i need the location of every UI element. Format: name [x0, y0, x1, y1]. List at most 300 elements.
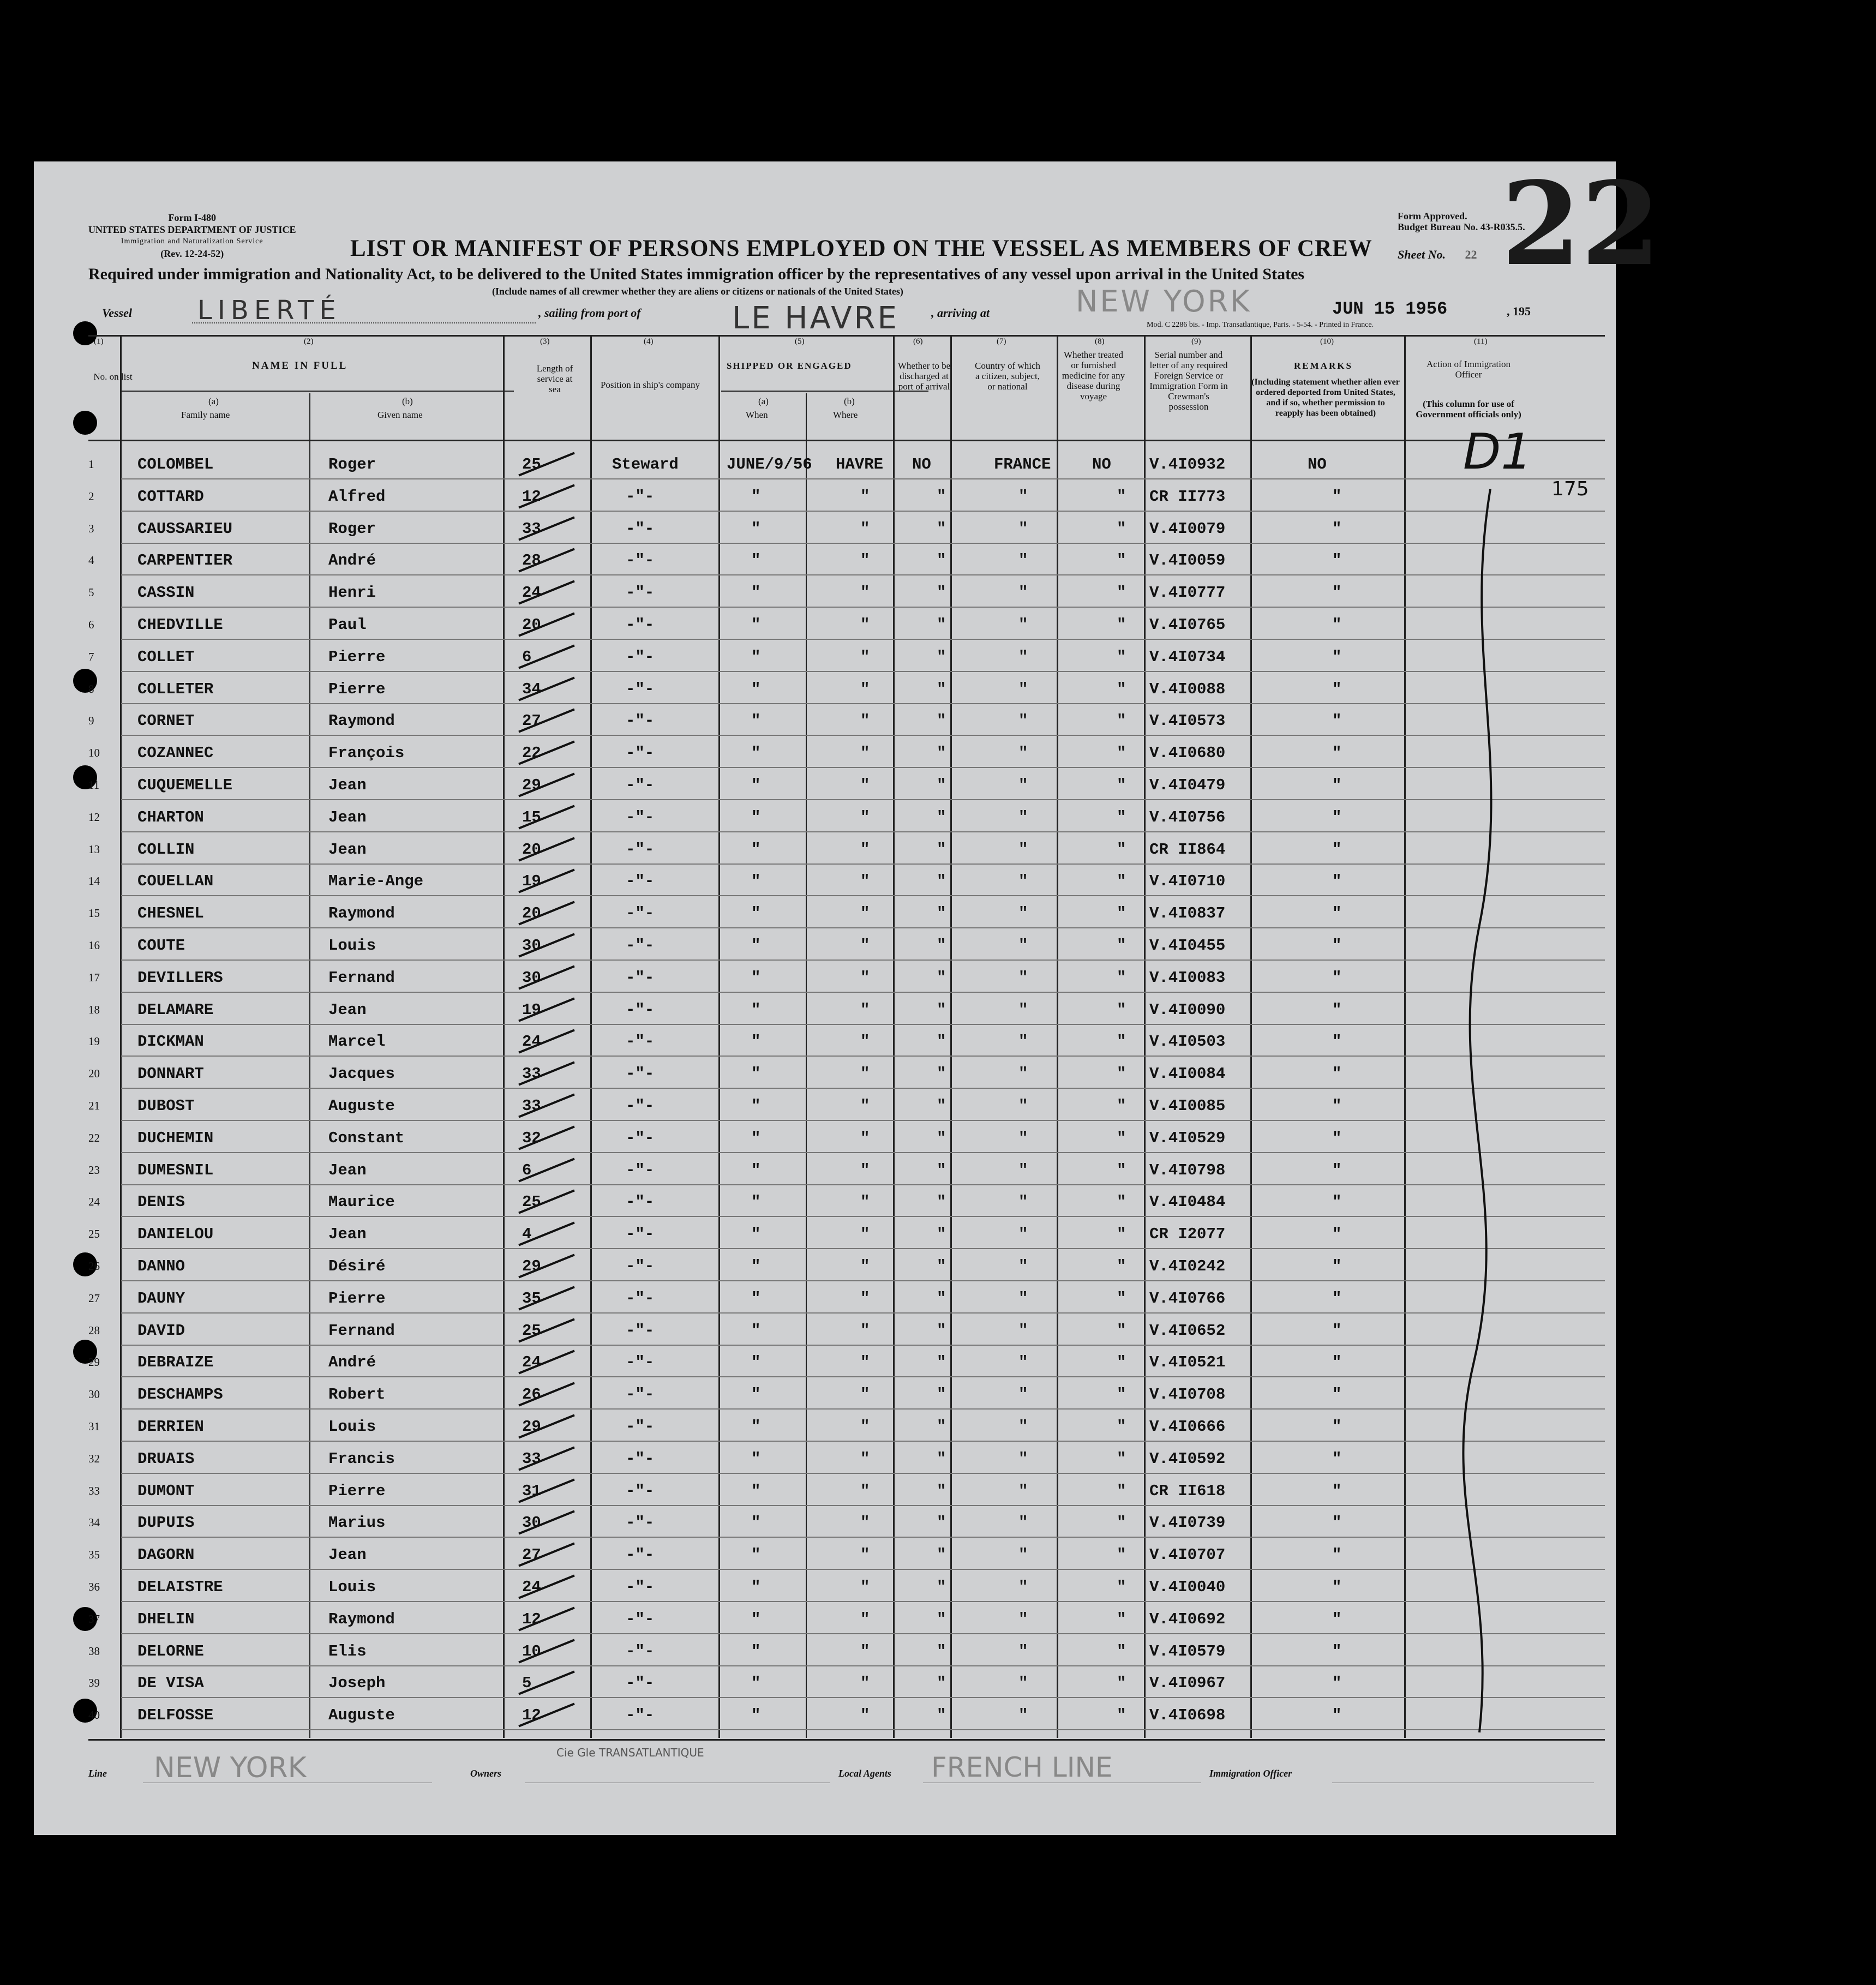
from-port: LE HAVRE — [732, 301, 899, 336]
discharged: " — [937, 616, 946, 634]
row-number: 36 — [88, 1580, 100, 1593]
row-rule — [121, 992, 1605, 993]
service-length — [522, 1482, 541, 1500]
row-rule — [121, 863, 1605, 865]
family-name: COLLETER — [137, 680, 214, 698]
treated: " — [1117, 808, 1126, 826]
table-row — [34, 640, 1616, 672]
shipped-where: " — [860, 1514, 870, 1532]
serial-number: CR II864 — [1149, 840, 1226, 859]
service-length — [522, 648, 531, 666]
treated: " — [1117, 1353, 1126, 1372]
header-when-a: (a) — [758, 396, 769, 406]
serial-number: V.4I0837 — [1149, 904, 1226, 923]
footer-agents: FRENCH LINE — [931, 1752, 1113, 1783]
shipped-when: " — [751, 1418, 761, 1436]
row-number: 29 — [88, 1356, 100, 1369]
family-name: DICKMAN — [137, 1033, 204, 1051]
row-rule — [121, 639, 1605, 640]
treated: " — [1117, 1418, 1126, 1436]
remarks: " — [1332, 551, 1342, 570]
remarks: " — [1332, 1610, 1342, 1628]
remarks: " — [1332, 1706, 1342, 1725]
serial-number: V.4I0777 — [1149, 584, 1226, 602]
discharged: " — [937, 1418, 946, 1436]
treated: " — [1117, 872, 1126, 891]
row-rule — [121, 1408, 1605, 1410]
given-name: Jean — [328, 776, 367, 794]
given-name: Roger — [328, 455, 376, 473]
country: " — [1018, 1578, 1028, 1596]
country: " — [1018, 744, 1028, 763]
table-row — [34, 1154, 1616, 1185]
treated: " — [1117, 1546, 1126, 1564]
row-rule — [121, 1633, 1605, 1634]
family-name: CAUSSARIEU — [137, 519, 233, 538]
table-row — [34, 1122, 1616, 1153]
serial-number: V.4I0707 — [1149, 1546, 1226, 1564]
service-length — [522, 872, 541, 890]
remarks: " — [1332, 1193, 1342, 1212]
table-row — [34, 897, 1616, 928]
discharged: NO — [912, 455, 931, 473]
shipped-when: " — [751, 968, 761, 987]
page-title: LIST OR MANIFEST OF PERSONS EMPLOYED ON THE VESSEL AS MEMBERS OF CREW — [350, 236, 1372, 261]
position: -"- — [626, 872, 655, 891]
discharged: " — [937, 584, 946, 602]
remarks: " — [1332, 1161, 1342, 1179]
vessel-name: LIBERTÉ — [197, 295, 341, 326]
remarks: " — [1332, 647, 1342, 666]
given-name: Roger — [328, 519, 376, 538]
treated: " — [1117, 551, 1126, 570]
shipped-when: " — [751, 1257, 761, 1275]
service-length-text: 19 — [522, 872, 541, 891]
discharged: " — [937, 1225, 946, 1244]
country: " — [1018, 647, 1028, 666]
service-length-text: 25 — [522, 1193, 541, 1212]
service-length-text: 12 — [522, 487, 541, 506]
row-rule — [121, 1312, 1605, 1314]
row-rule — [121, 1248, 1605, 1249]
table-row — [34, 1378, 1616, 1410]
serial-number: V.4I0756 — [1149, 808, 1226, 826]
from-label: , sailing from port of — [538, 306, 641, 320]
treated: " — [1117, 1225, 1126, 1244]
shipped-when: " — [751, 776, 761, 794]
service-length — [522, 1290, 541, 1308]
serial-number: CR II773 — [1149, 487, 1226, 506]
remarks: " — [1332, 776, 1342, 794]
remarks: " — [1332, 1418, 1342, 1436]
row-number: 38 — [88, 1644, 100, 1658]
shipped-when: " — [751, 1642, 761, 1660]
serial-number: CR I2077 — [1149, 1225, 1226, 1244]
row-number: 33 — [88, 1484, 100, 1497]
family-name: DE VISA — [137, 1674, 204, 1693]
row-number: 30 — [88, 1388, 100, 1401]
shipped-where: " — [860, 968, 870, 987]
row-number: 11 — [88, 778, 100, 791]
remarks: " — [1332, 744, 1342, 763]
country: " — [1018, 1386, 1028, 1404]
service-length-text: 22 — [522, 744, 541, 763]
remarks: " — [1332, 487, 1342, 506]
family-name: COZANNEC — [137, 744, 214, 763]
given-name: Francis — [328, 1449, 395, 1468]
table-row — [34, 608, 1616, 640]
position: -"- — [626, 776, 655, 794]
shipped-where: " — [860, 487, 870, 506]
treated: " — [1117, 1449, 1126, 1468]
service-length — [522, 744, 541, 762]
row-number: 35 — [88, 1548, 100, 1562]
shipped-when: " — [751, 1610, 761, 1628]
header-action-note: (This column for use of Government officials only) — [1416, 399, 1521, 419]
country: " — [1018, 1706, 1028, 1725]
country: " — [1018, 1257, 1028, 1275]
row-number: 22 — [88, 1131, 100, 1144]
service-length — [522, 488, 541, 506]
serial-number: V.4I0083 — [1149, 968, 1226, 987]
position: -"- — [626, 1578, 655, 1596]
service-length — [522, 680, 541, 698]
family-name: DELAMARE — [137, 1000, 214, 1019]
table-row — [34, 1218, 1616, 1249]
service-length-text: 20 — [522, 616, 541, 634]
treated: " — [1117, 712, 1126, 730]
shipped-when: " — [751, 808, 761, 826]
country: " — [1018, 1482, 1028, 1500]
shipped-where: " — [860, 1546, 870, 1564]
position: -"- — [626, 487, 655, 506]
service-length-text: 12 — [522, 1706, 541, 1725]
service-length-text: 30 — [522, 968, 541, 987]
position: -"- — [626, 551, 655, 570]
header-where-b: (b) — [844, 396, 855, 406]
row-number: 27 — [88, 1291, 100, 1305]
family-name: DELORNE — [137, 1642, 204, 1660]
service-length-text: 27 — [522, 1546, 541, 1564]
position: -"- — [626, 680, 655, 698]
family-name: CORNET — [137, 712, 195, 730]
shipped-where: " — [860, 1000, 870, 1019]
shipped-when: " — [751, 1386, 761, 1404]
position: -"- — [626, 1706, 655, 1725]
serial-number: V.4I0242 — [1149, 1257, 1226, 1275]
service-length-text: 27 — [522, 712, 541, 730]
row-rule — [121, 607, 1605, 608]
given-name: Désiré — [328, 1257, 386, 1275]
table-row — [34, 1185, 1616, 1217]
given-name: Alfred — [328, 487, 386, 506]
shipped-when: " — [751, 519, 761, 538]
treated: " — [1117, 1289, 1126, 1308]
position: -"- — [626, 1546, 655, 1564]
given-name: Pierre — [328, 1482, 386, 1500]
shipped-when: " — [751, 1321, 761, 1340]
service-length — [522, 1514, 541, 1532]
table-row — [34, 1442, 1616, 1474]
punch-hole — [73, 411, 97, 435]
row-rule — [121, 1569, 1605, 1570]
shipped-where: " — [860, 712, 870, 730]
country: " — [1018, 1097, 1028, 1115]
crew-table — [34, 448, 1616, 1735]
service-length — [522, 551, 541, 569]
table-top-rule — [88, 335, 1605, 337]
position: -"- — [626, 616, 655, 634]
country: " — [1018, 1161, 1028, 1179]
service-length — [522, 1033, 541, 1051]
position: -"- — [626, 840, 655, 859]
family-name: DUMESNIL — [137, 1161, 214, 1179]
header-where: Where — [833, 410, 858, 420]
service-length — [522, 520, 541, 538]
service-length-text: 6 — [522, 647, 532, 666]
family-name: DRUAIS — [137, 1449, 195, 1468]
given-name: Jean — [328, 1161, 367, 1179]
shipped-where: " — [860, 808, 870, 826]
service-length-text: 15 — [522, 808, 541, 826]
treated: " — [1117, 1065, 1126, 1083]
shipped-where: " — [860, 1193, 870, 1212]
col-num: (6) — [913, 337, 923, 346]
country: " — [1018, 1610, 1028, 1628]
family-name: DERRIEN — [137, 1418, 204, 1436]
remarks: " — [1332, 1578, 1342, 1596]
country: " — [1018, 968, 1028, 987]
table-row — [34, 1025, 1616, 1057]
row-rule — [121, 895, 1605, 896]
discharged: " — [937, 1642, 946, 1660]
table-row — [34, 673, 1616, 704]
service-length — [522, 1386, 541, 1404]
shipped-when: " — [751, 1193, 761, 1212]
col-num: (2) — [304, 337, 314, 346]
service-length-text: 28 — [522, 551, 541, 570]
remarks: " — [1332, 872, 1342, 891]
serial-number: V.4I0734 — [1149, 647, 1226, 666]
footer-line: NEW YORK — [154, 1752, 307, 1784]
service-length-text: 25 — [522, 455, 541, 473]
shipped-where: " — [860, 519, 870, 538]
remarks: " — [1332, 1482, 1342, 1500]
country: " — [1018, 840, 1028, 859]
given-name: Jean — [328, 1225, 367, 1244]
position: -"- — [626, 1129, 655, 1147]
given-name: Henri — [328, 584, 376, 602]
shipped-when: " — [751, 872, 761, 891]
table-row — [34, 1635, 1616, 1666]
service-length-text: 35 — [522, 1289, 541, 1308]
row-rule — [121, 1505, 1605, 1506]
country: " — [1018, 776, 1028, 794]
serial-number: V.4I0573 — [1149, 712, 1226, 730]
service-length-text: 24 — [522, 1578, 541, 1596]
shipped-where: " — [860, 937, 870, 955]
row-number: 17 — [88, 970, 100, 984]
country: " — [1018, 904, 1028, 923]
shipped-when: " — [751, 647, 761, 666]
given-name: Raymond — [328, 1610, 395, 1628]
row-rule — [121, 1280, 1605, 1281]
given-name: Pierre — [328, 680, 386, 698]
row-number: 6 — [88, 618, 94, 631]
remarks: " — [1332, 519, 1342, 538]
treated: " — [1117, 1129, 1126, 1147]
treated: " — [1117, 1161, 1126, 1179]
country: " — [1018, 1321, 1028, 1340]
table-row — [34, 1314, 1616, 1346]
discharged: " — [937, 904, 946, 923]
service-length — [522, 1193, 541, 1211]
row-rule — [121, 1184, 1605, 1185]
serial-number: V.4I0529 — [1149, 1129, 1226, 1147]
given-name: Jean — [328, 1546, 367, 1564]
family-name: DAUNY — [137, 1289, 185, 1308]
row-rule — [121, 478, 1605, 479]
shipped-where: " — [860, 776, 870, 794]
service-length-text: 12 — [522, 1610, 541, 1628]
family-name: COUELLAN — [137, 872, 214, 891]
remarks: NO — [1308, 455, 1327, 473]
shipped-when: " — [751, 712, 761, 730]
family-name: DAGORN — [137, 1546, 195, 1564]
row-number: 7 — [88, 650, 94, 663]
given-name: Fernand — [328, 968, 395, 987]
table-row — [34, 993, 1616, 1025]
treated: " — [1117, 584, 1126, 602]
discharged: " — [937, 487, 946, 506]
treated: " — [1117, 904, 1126, 923]
position: -"- — [626, 584, 655, 602]
shipped-when: " — [751, 1706, 761, 1725]
remarks: " — [1332, 1449, 1342, 1468]
family-name: COUTE — [137, 937, 185, 955]
country: " — [1018, 1449, 1028, 1468]
discharged: " — [937, 1033, 946, 1051]
country: " — [1018, 1289, 1028, 1308]
service-length — [522, 1065, 541, 1083]
table-row — [34, 1666, 1616, 1698]
row-number: 1 — [88, 458, 94, 471]
shipped-when: " — [751, 1674, 761, 1693]
shipped-when: " — [751, 1129, 761, 1147]
discharged: " — [937, 937, 946, 955]
position: -"- — [626, 1642, 655, 1660]
given-name: Jean — [328, 840, 367, 859]
row-number: 39 — [88, 1676, 100, 1690]
arriving-label: , arriving at — [931, 306, 990, 320]
row-rule — [121, 1088, 1605, 1089]
revision: (Rev. 12-24-52) — [160, 248, 224, 259]
family-name: COLLIN — [137, 840, 195, 859]
row-number: 15 — [88, 907, 100, 920]
service-length-text: 6 — [522, 1161, 532, 1179]
shipped-where: " — [860, 1642, 870, 1660]
country: " — [1018, 1514, 1028, 1532]
discharged: " — [937, 1514, 946, 1532]
family-name: CHARTON — [137, 808, 204, 826]
country: FRANCE — [994, 455, 1051, 473]
country: " — [1018, 808, 1028, 826]
row-number: 9 — [88, 714, 94, 728]
row-rule — [121, 1729, 1605, 1730]
service-length — [522, 616, 541, 634]
table-row — [34, 448, 1616, 479]
row-rule — [121, 1601, 1605, 1602]
discharged: " — [937, 1706, 946, 1725]
country: " — [1018, 1225, 1028, 1244]
header-when: When — [746, 410, 768, 420]
country: " — [1018, 1193, 1028, 1212]
shipped-where: " — [860, 1289, 870, 1308]
table-row — [34, 736, 1616, 768]
country: " — [1018, 1642, 1028, 1660]
given-name: Pierre — [328, 1289, 386, 1308]
discharged: " — [937, 1546, 946, 1564]
position: -"- — [626, 968, 655, 987]
header-length: Length of service at sea — [536, 363, 573, 394]
service-length — [522, 1706, 541, 1724]
position: -"- — [626, 1610, 655, 1628]
given-name: Louis — [328, 1418, 376, 1436]
table-row — [34, 961, 1616, 993]
shipped-where: " — [860, 1674, 870, 1693]
remarks: " — [1332, 1097, 1342, 1115]
table-row — [34, 1506, 1616, 1538]
treated: " — [1117, 937, 1126, 955]
col-num: (3) — [540, 337, 550, 346]
shipped-where: " — [860, 1097, 870, 1115]
service-length-text: 33 — [522, 1097, 541, 1115]
row-number: 26 — [88, 1260, 100, 1273]
shipped-where: " — [860, 904, 870, 923]
row-rule — [121, 1056, 1605, 1057]
discharged: " — [937, 1578, 946, 1596]
service-length-text: 24 — [522, 1353, 541, 1372]
table-row — [34, 544, 1616, 575]
row-number: 14 — [88, 874, 100, 888]
service-length — [522, 1450, 541, 1468]
table-row — [34, 769, 1616, 800]
shipped-when: " — [751, 1097, 761, 1115]
arriving-port-text: NEW YORK — [1076, 284, 1252, 319]
discharged: " — [937, 647, 946, 666]
shipped-where: " — [860, 1161, 870, 1179]
col-num: (8) — [1095, 337, 1105, 346]
country: " — [1018, 1033, 1028, 1051]
given-name: Robert — [328, 1386, 386, 1404]
shipped-when: " — [751, 1065, 761, 1083]
row-number: 2 — [88, 489, 94, 503]
discharged: " — [937, 1257, 946, 1275]
treated: " — [1117, 487, 1126, 506]
col-num: (4) — [644, 337, 654, 346]
service-length — [522, 1322, 541, 1340]
header-action: Action of Immigration Officer — [1427, 359, 1511, 380]
footer-owners-label: Owners — [470, 1768, 502, 1779]
country: " — [1018, 680, 1028, 698]
row-rule — [121, 927, 1605, 928]
service-length-text: 24 — [522, 584, 541, 602]
serial-number: V.4I0521 — [1149, 1353, 1226, 1372]
service-length-text: 19 — [522, 1000, 541, 1019]
serial-number: CR II618 — [1149, 1482, 1226, 1500]
service-length — [522, 1257, 541, 1275]
department: UNITED STATES DEPARTMENT OF JUSTICE — [88, 224, 296, 235]
